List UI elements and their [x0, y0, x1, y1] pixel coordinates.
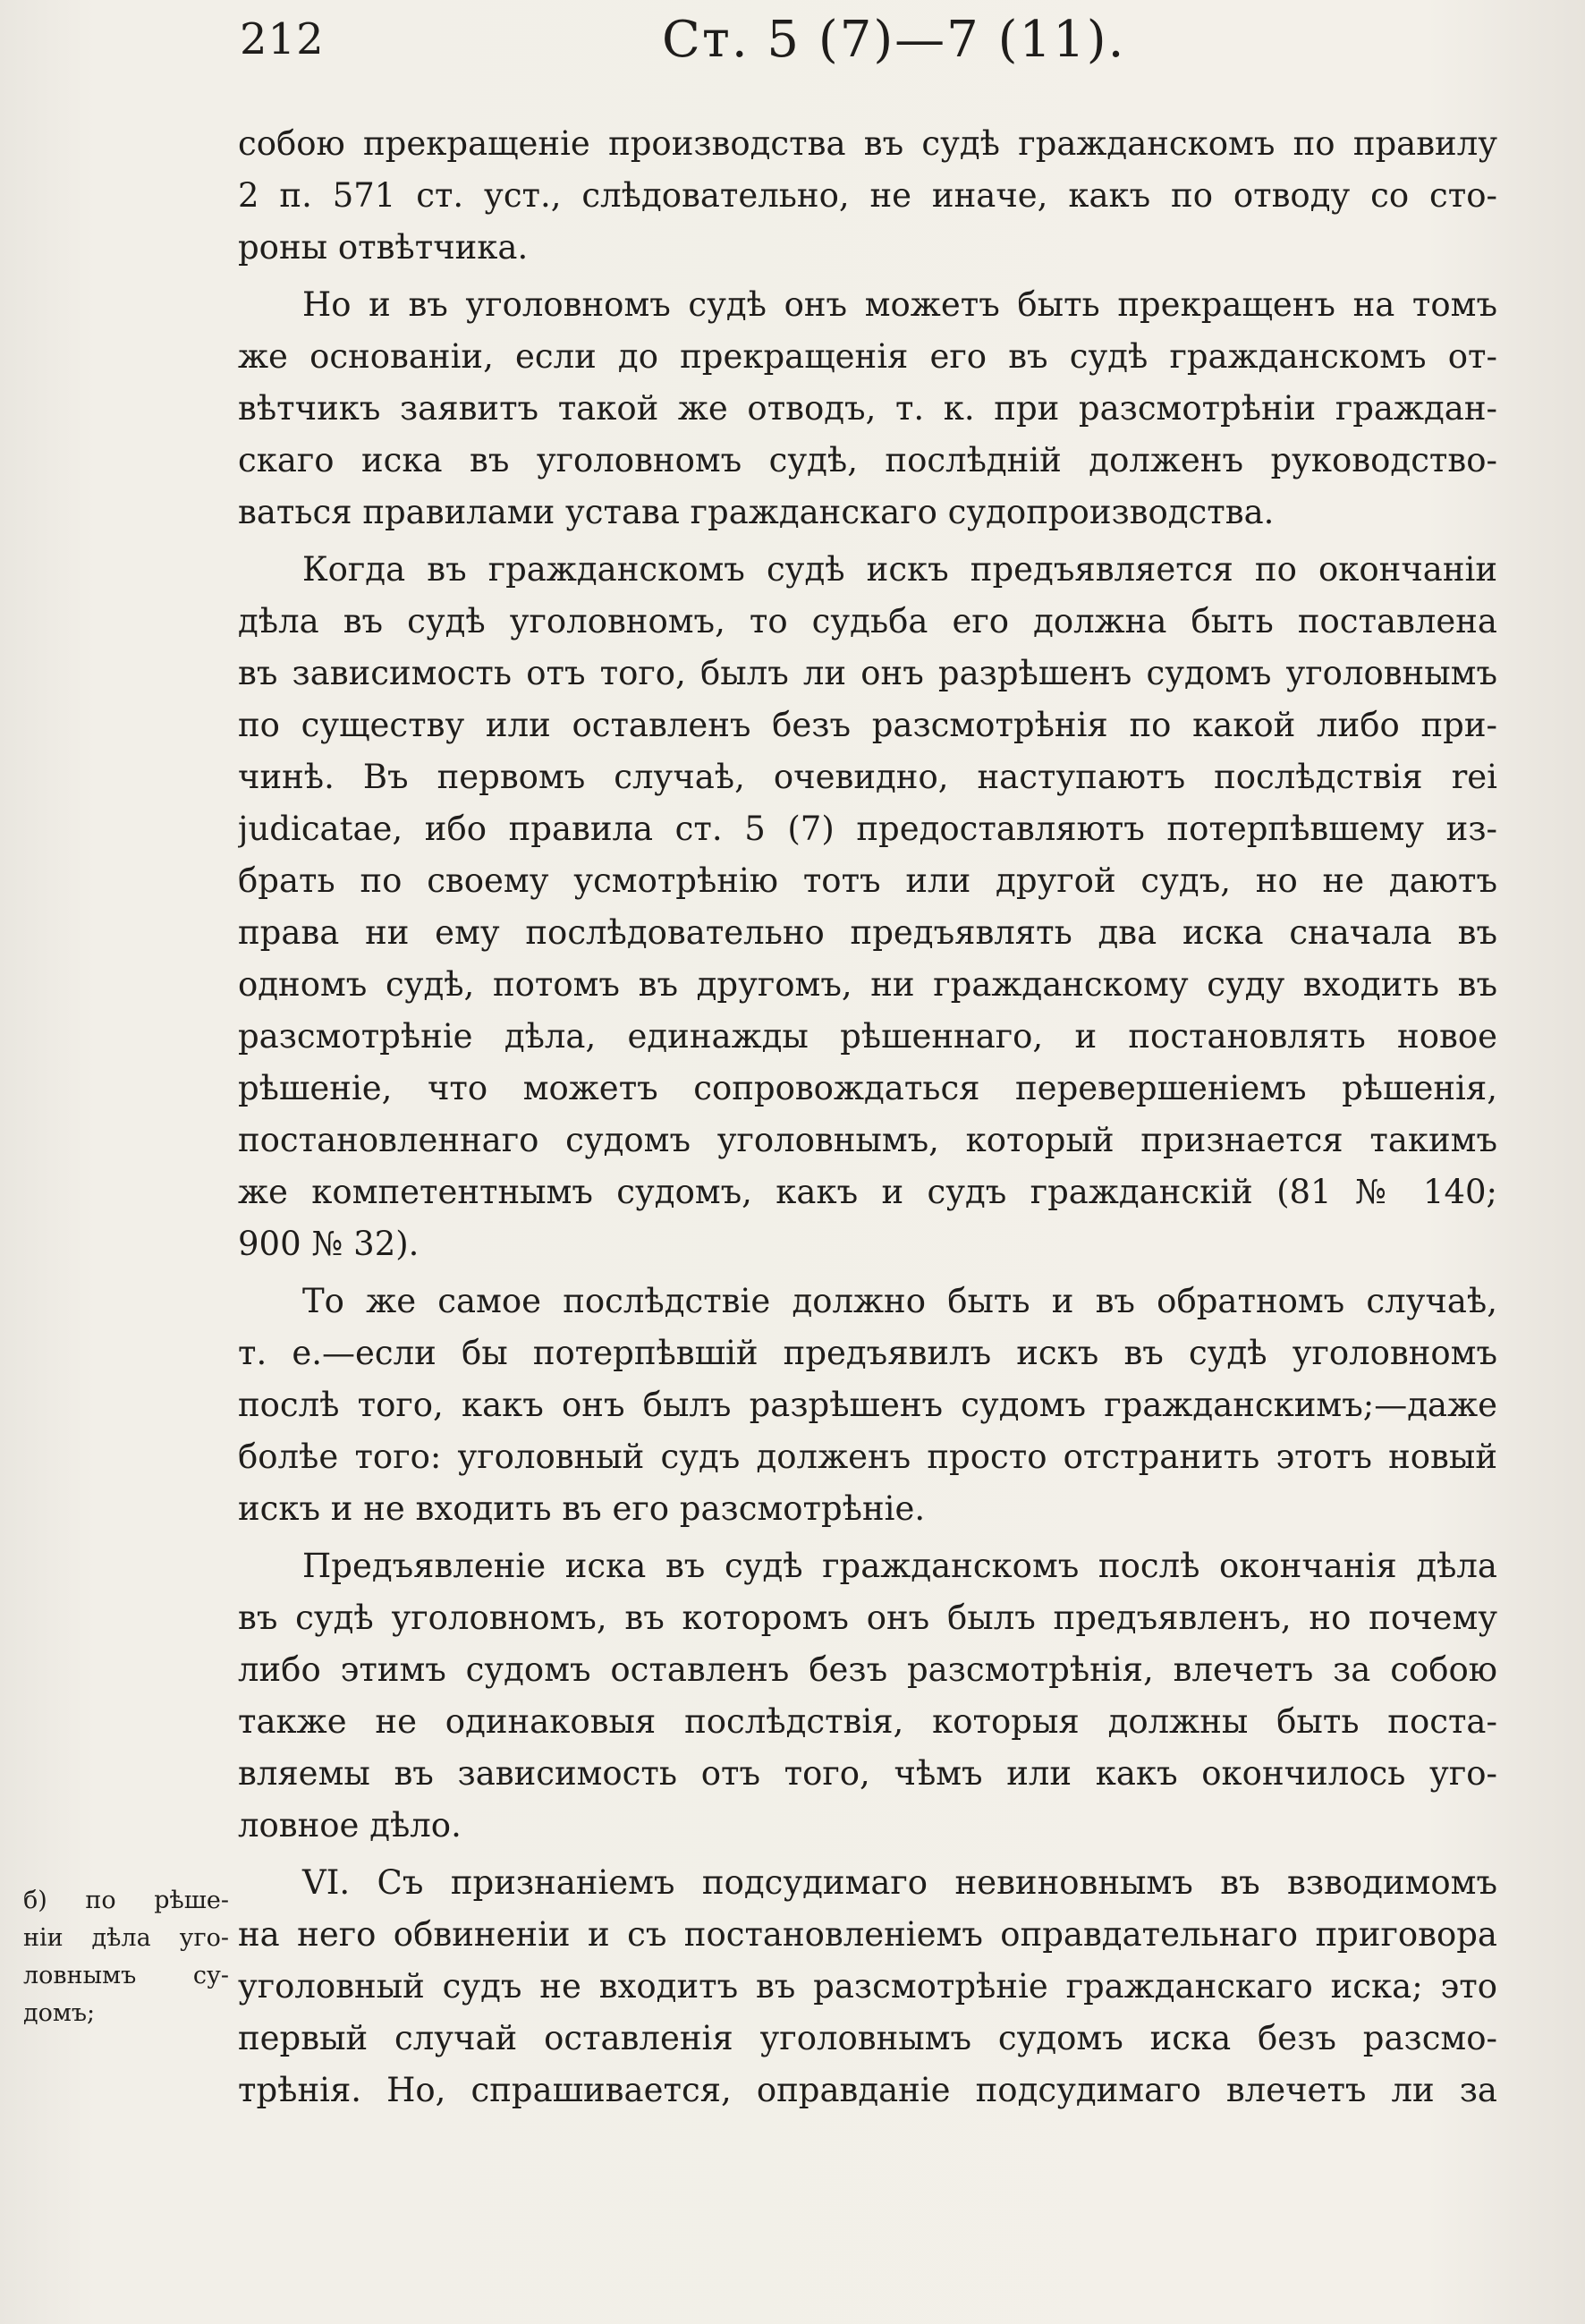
text-line: Когда въ гражданскомъ судѣ искъ предъявляется по окончаніи: [302, 550, 1497, 589]
text-line: болѣе того: уголовный судъ долженъ просто отстранить этотъ новый: [238, 1438, 1497, 1476]
paragraph: [238, 1540, 1497, 1852]
text-line: одномъ судѣ, потомъ въ другомъ, ни гражданскому суду входить въ: [238, 965, 1497, 1004]
page-header: [0, 5, 1585, 77]
margin-note-line: домъ;: [23, 1999, 96, 2027]
text-line: права ни ему послѣдовательно предъявлять два иска сначала въ: [238, 913, 1497, 952]
text-line: въ судѣ уголовномъ, въ которомъ онъ былъ предъявленъ, но почему: [238, 1599, 1497, 1637]
text-line: брать по своему усмотрѣнію тотъ или другой судъ, но не даютъ: [238, 861, 1497, 900]
text-line: То же самое послѣдствіе должно быть и въ обратномъ случаѣ,: [302, 1282, 1497, 1320]
text-line: въ зависимость отъ того, былъ ли онъ разрѣшенъ судомъ уголовнымъ: [238, 654, 1497, 692]
margin-note-line: б) по рѣше-: [23, 1887, 229, 1914]
margin-note-line: ловнымъ су-: [23, 1962, 229, 1989]
text-line: 900 № 32).: [238, 1225, 420, 1263]
text-line: ловное дѣло.: [238, 1806, 462, 1845]
section-vi-paragraph: [238, 1857, 1497, 2116]
text-line: роны отвѣтчика.: [238, 228, 529, 267]
text-line: послѣ того, какъ онъ былъ разрѣшенъ судомъ гражданскимъ;—даже: [238, 1386, 1497, 1424]
text-line: разсмотрѣніе дѣла, единажды рѣшеннаго, и постановлять новое: [238, 1017, 1497, 1056]
text-line: первый случай оставленія уголовнымъ судомъ иска безъ разсмо-: [238, 2019, 1497, 2057]
text-line: трѣнія. Но, спрашивается, оправданіе подсудимаго влечетъ ли за: [238, 2071, 1497, 2109]
page-number: 212: [240, 14, 325, 64]
text-line: искъ и не входить въ его разсмотрѣніе.: [238, 1489, 926, 1528]
text-line: Но и въ уголовномъ судѣ онъ можетъ быть прекращенъ на томъ: [302, 285, 1497, 324]
text-line: чинѣ. Въ первомъ случаѣ, очевидно, наступаютъ послѣдствія rei: [238, 758, 1497, 796]
text-line: постановленнаго судомъ уголовнымъ, который признается такимъ: [238, 1121, 1497, 1159]
text-line: уголовный судъ не входитъ въ разсмотрѣніе гражданскаго иска; это: [238, 1967, 1497, 2006]
text-line: скаго иска въ уголовномъ судѣ, послѣдній долженъ руководство-: [238, 441, 1497, 479]
text-line: собою прекращеніе производства въ судѣ гражданскомъ по правилу: [238, 124, 1497, 163]
text-line: же основаніи, если до прекращенія его въ судѣ гражданскомъ от-: [238, 337, 1497, 376]
text-line: ваться правилами устава гражданскаго судопроизводства.: [238, 493, 1275, 531]
text-line: т. е.—если бы потерпѣвшій предъявилъ искъ въ судѣ уголовномъ: [238, 1334, 1497, 1372]
text-line: либо этимъ судомъ оставленъ безъ разсмотрѣнія, влечетъ за собою: [238, 1650, 1497, 1689]
text-line: вляемы въ зависимость отъ того, чѣмъ или какъ окончилось уго-: [238, 1754, 1497, 1793]
text-line: дѣла въ судѣ уголовномъ, то судьба его должна быть поставлена: [238, 602, 1497, 640]
text-line: по существу или оставленъ безъ разсмотрѣнія по какой либо при-: [238, 706, 1497, 744]
text-line: же компетентнымъ судомъ, какъ и судъ гражданскій (81 № 140;: [238, 1173, 1497, 1211]
margin-note-line: ніи дѣла уго-: [23, 1924, 229, 1952]
paragraph: [238, 1276, 1497, 1535]
body-text: [238, 118, 1497, 2116]
margin-note: [23, 1882, 229, 2032]
paragraph: [238, 118, 1497, 274]
text-line: вѣтчикъ заявитъ такой же отводъ, т. к. при разсмотрѣніи граждан-: [238, 389, 1497, 428]
paragraph: [238, 279, 1497, 539]
paragraph: [238, 544, 1497, 1270]
text-line: VI. Съ признаніемъ подсудимаго невиновнымъ въ взводимомъ: [302, 1863, 1497, 1902]
text-line: Предъявленіе иска въ судѣ гражданскомъ послѣ окончанія дѣла: [302, 1547, 1497, 1585]
text-line: на него обвиненіи и съ постановленіемъ оправдательнаго приговора: [238, 1915, 1497, 1954]
running-head: Ст. 5 (7)—7 (11).: [662, 11, 1126, 69]
text-line: judicatae, ибо правила ст. 5 (7) предоставляютъ потерпѣвшему из-: [238, 810, 1497, 848]
text-line: также не одинаковыя послѣдствія, которыя должны быть поста-: [238, 1702, 1497, 1741]
text-line: 2 п. 571 ст. уст., слѣдовательно, не иначе, какъ по отводу со сто-: [238, 176, 1497, 215]
text-line: рѣшеніе, что можетъ сопровождаться перевершеніемъ рѣшенія,: [238, 1069, 1497, 1107]
